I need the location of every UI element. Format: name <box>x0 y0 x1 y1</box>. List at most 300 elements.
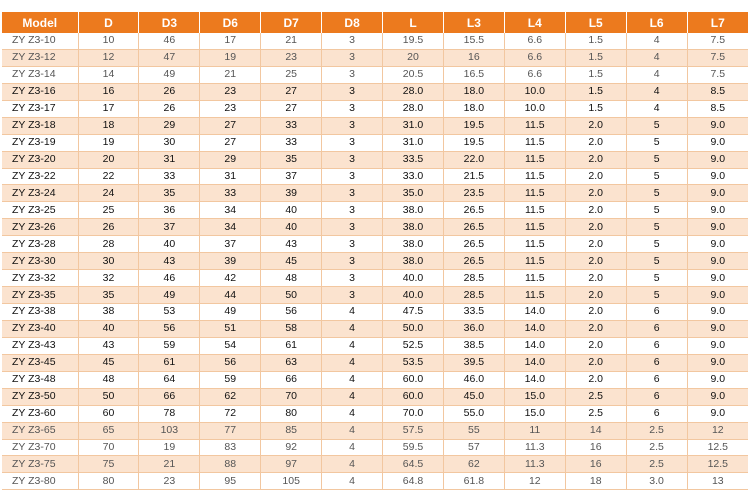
cell-d7: 48 <box>261 270 322 287</box>
cell-d6: 31 <box>200 168 261 185</box>
cell-d: 28 <box>78 236 139 253</box>
cell-d7: 92 <box>261 439 322 456</box>
table-row <box>2 66 748 83</box>
cell-d: 32 <box>78 270 139 287</box>
cell-l7: 9.0 <box>687 185 748 202</box>
cell-d7: 97 <box>261 456 322 473</box>
table-row <box>2 337 748 354</box>
cell-l7: 9.0 <box>687 219 748 236</box>
cell-d3: 56 <box>139 320 200 337</box>
cell-l3: 39.5 <box>443 354 504 371</box>
cell-l5: 2.0 <box>565 117 626 134</box>
cell-l3: 45.0 <box>443 388 504 405</box>
cell-l4: 15.0 <box>504 405 565 422</box>
cell-d3: 29 <box>139 117 200 134</box>
cell-l6: 5 <box>626 270 687 287</box>
cell-d3: 21 <box>139 456 200 473</box>
cell-d8: 3 <box>322 202 383 219</box>
cell-l5: 1.5 <box>565 33 626 49</box>
cell-d8: 3 <box>322 100 383 117</box>
cell-l5: 2.0 <box>565 219 626 236</box>
header-l4: L4 <box>504 12 565 33</box>
cell-l4: 11.5 <box>504 185 565 202</box>
cell-l4: 14.0 <box>504 337 565 354</box>
cell-d: 65 <box>78 422 139 439</box>
cell-l6: 4 <box>626 49 687 66</box>
cell-l: 20 <box>383 49 444 66</box>
cell-d6: 62 <box>200 388 261 405</box>
cell-d3: 49 <box>139 66 200 83</box>
cell-l3: 33.5 <box>443 304 504 321</box>
cell-l6: 6 <box>626 405 687 422</box>
cell-l6: 4 <box>626 83 687 100</box>
cell-d8: 3 <box>322 117 383 134</box>
table-row <box>2 83 748 100</box>
cell-d3: 36 <box>139 202 200 219</box>
cell-l3: 36.0 <box>443 320 504 337</box>
cell-l: 52.5 <box>383 337 444 354</box>
cell-l7: 13 <box>687 473 748 490</box>
cell-d7: 63 <box>261 354 322 371</box>
cell-model: ZY Z3-25 <box>2 202 78 219</box>
cell-d7: 33 <box>261 134 322 151</box>
cell-l7: 12.5 <box>687 439 748 456</box>
cell-d: 17 <box>78 100 139 117</box>
cell-d7: 27 <box>261 100 322 117</box>
cell-d6: 27 <box>200 134 261 151</box>
cell-model: ZY Z3-65 <box>2 422 78 439</box>
cell-l6: 2.5 <box>626 456 687 473</box>
cell-d7: 40 <box>261 202 322 219</box>
header-l5: L5 <box>565 12 626 33</box>
cell-l4: 11.5 <box>504 151 565 168</box>
cell-d: 48 <box>78 371 139 388</box>
cell-l: 64.8 <box>383 473 444 490</box>
cell-d3: 64 <box>139 371 200 388</box>
cell-l4: 11.3 <box>504 456 565 473</box>
cell-l4: 11.5 <box>504 236 565 253</box>
cell-l5: 14 <box>565 422 626 439</box>
cell-d: 26 <box>78 219 139 236</box>
cell-l5: 2.0 <box>565 337 626 354</box>
cell-d: 16 <box>78 83 139 100</box>
cell-model: ZY Z3-12 <box>2 49 78 66</box>
table-row <box>2 473 748 490</box>
cell-l3: 55.0 <box>443 405 504 422</box>
cell-d3: 46 <box>139 270 200 287</box>
cell-d6: 56 <box>200 354 261 371</box>
cell-model: ZY Z3-35 <box>2 287 78 304</box>
cell-l: 59.5 <box>383 439 444 456</box>
cell-d8: 4 <box>322 371 383 388</box>
table-row <box>2 439 748 456</box>
cell-d8: 3 <box>322 49 383 66</box>
cell-l3: 46.0 <box>443 371 504 388</box>
cell-d8: 4 <box>322 354 383 371</box>
cell-l4: 10.0 <box>504 100 565 117</box>
cell-l4: 6.6 <box>504 66 565 83</box>
cell-d7: 23 <box>261 49 322 66</box>
cell-model: ZY Z3-48 <box>2 371 78 388</box>
cell-d6: 29 <box>200 151 261 168</box>
cell-d: 10 <box>78 33 139 49</box>
cell-l5: 2.0 <box>565 185 626 202</box>
cell-d8: 3 <box>322 151 383 168</box>
cell-d8: 3 <box>322 236 383 253</box>
cell-l5: 2.0 <box>565 134 626 151</box>
cell-l7: 9.0 <box>687 236 748 253</box>
cell-l7: 7.5 <box>687 33 748 49</box>
cell-d7: 37 <box>261 168 322 185</box>
cell-l7: 9.0 <box>687 202 748 219</box>
cell-l5: 16 <box>565 456 626 473</box>
cell-l3: 15.5 <box>443 33 504 49</box>
cell-l5: 1.5 <box>565 49 626 66</box>
cell-l6: 5 <box>626 168 687 185</box>
cell-l7: 9.0 <box>687 337 748 354</box>
cell-l6: 5 <box>626 117 687 134</box>
cell-model: ZY Z3-10 <box>2 33 78 49</box>
cell-l6: 5 <box>626 253 687 270</box>
cell-d7: 61 <box>261 337 322 354</box>
cell-l7: 7.5 <box>687 49 748 66</box>
header-d3: D3 <box>139 12 200 33</box>
cell-l6: 3.0 <box>626 473 687 490</box>
cell-d3: 78 <box>139 405 200 422</box>
cell-l7: 8.5 <box>687 100 748 117</box>
cell-l5: 2.0 <box>565 168 626 185</box>
cell-l5: 18 <box>565 473 626 490</box>
header-row <box>2 12 748 33</box>
cell-d7: 58 <box>261 320 322 337</box>
cell-l3: 61.8 <box>443 473 504 490</box>
cell-l3: 26.5 <box>443 236 504 253</box>
cell-l7: 12 <box>687 422 748 439</box>
table-row <box>2 320 748 337</box>
cell-l: 19.5 <box>383 33 444 49</box>
cell-l5: 2.0 <box>565 354 626 371</box>
cell-d6: 34 <box>200 219 261 236</box>
cell-d3: 19 <box>139 439 200 456</box>
cell-l7: 9.0 <box>687 354 748 371</box>
cell-d8: 4 <box>322 456 383 473</box>
cell-l6: 6 <box>626 337 687 354</box>
cell-d: 18 <box>78 117 139 134</box>
cell-l6: 6 <box>626 354 687 371</box>
table-row <box>2 287 748 304</box>
header-model: Model <box>2 12 78 33</box>
cell-model: ZY Z3-24 <box>2 185 78 202</box>
table-row <box>2 100 748 117</box>
cell-l3: 18.0 <box>443 100 504 117</box>
table-row <box>2 253 748 270</box>
cell-d8: 3 <box>322 83 383 100</box>
cell-d3: 103 <box>139 422 200 439</box>
cell-d3: 66 <box>139 388 200 405</box>
table-row <box>2 185 748 202</box>
cell-model: ZY Z3-20 <box>2 151 78 168</box>
cell-l: 38.0 <box>383 202 444 219</box>
cell-l4: 14.0 <box>504 320 565 337</box>
cell-l5: 2.0 <box>565 371 626 388</box>
cell-l: 38.0 <box>383 253 444 270</box>
table-header <box>2 12 748 33</box>
cell-d6: 21 <box>200 66 261 83</box>
cell-d3: 31 <box>139 151 200 168</box>
cell-l5: 16 <box>565 439 626 456</box>
cell-model: ZY Z3-75 <box>2 456 78 473</box>
cell-model: ZY Z3-45 <box>2 354 78 371</box>
cell-l4: 11.5 <box>504 287 565 304</box>
cell-l7: 9.0 <box>687 287 748 304</box>
cell-d: 70 <box>78 439 139 456</box>
cell-d6: 83 <box>200 439 261 456</box>
cell-l: 28.0 <box>383 83 444 100</box>
cell-l: 40.0 <box>383 287 444 304</box>
cell-l5: 2.0 <box>565 304 626 321</box>
cell-d7: 105 <box>261 473 322 490</box>
cell-d8: 4 <box>322 473 383 490</box>
cell-l4: 11.5 <box>504 219 565 236</box>
cell-d3: 23 <box>139 473 200 490</box>
cell-l6: 5 <box>626 151 687 168</box>
table-row <box>2 405 748 422</box>
cell-l: 64.5 <box>383 456 444 473</box>
cell-l7: 9.0 <box>687 405 748 422</box>
cell-l6: 5 <box>626 219 687 236</box>
cell-d3: 61 <box>139 354 200 371</box>
cell-d8: 3 <box>322 168 383 185</box>
cell-d6: 17 <box>200 33 261 49</box>
cell-d7: 56 <box>261 304 322 321</box>
cell-l4: 14.0 <box>504 371 565 388</box>
cell-l: 47.5 <box>383 304 444 321</box>
cell-l6: 4 <box>626 33 687 49</box>
spec-table-container <box>2 12 748 490</box>
cell-l3: 16 <box>443 49 504 66</box>
cell-d8: 3 <box>322 219 383 236</box>
cell-d: 30 <box>78 253 139 270</box>
cell-model: ZY Z3-14 <box>2 66 78 83</box>
cell-l: 60.0 <box>383 388 444 405</box>
cell-l5: 1.5 <box>565 100 626 117</box>
cell-d8: 4 <box>322 422 383 439</box>
cell-d6: 19 <box>200 49 261 66</box>
table-row <box>2 388 748 405</box>
cell-d3: 59 <box>139 337 200 354</box>
cell-l6: 6 <box>626 388 687 405</box>
cell-l3: 19.5 <box>443 117 504 134</box>
cell-d6: 42 <box>200 270 261 287</box>
cell-l4: 6.6 <box>504 49 565 66</box>
cell-d6: 23 <box>200 100 261 117</box>
cell-l6: 2.5 <box>626 422 687 439</box>
cell-d7: 43 <box>261 236 322 253</box>
cell-l: 20.5 <box>383 66 444 83</box>
cell-d8: 3 <box>322 185 383 202</box>
cell-d8: 4 <box>322 405 383 422</box>
cell-model: ZY Z3-32 <box>2 270 78 287</box>
cell-d7: 27 <box>261 83 322 100</box>
table-row <box>2 371 748 388</box>
cell-d: 20 <box>78 151 139 168</box>
cell-d6: 44 <box>200 287 261 304</box>
cell-l: 33.5 <box>383 151 444 168</box>
cell-d6: 33 <box>200 185 261 202</box>
table-row <box>2 33 748 49</box>
cell-l7: 9.0 <box>687 151 748 168</box>
cell-d8: 4 <box>322 337 383 354</box>
cell-d6: 23 <box>200 83 261 100</box>
cell-l7: 9.0 <box>687 320 748 337</box>
cell-d6: 37 <box>200 236 261 253</box>
cell-l7: 7.5 <box>687 66 748 83</box>
cell-l: 40.0 <box>383 270 444 287</box>
cell-d: 19 <box>78 134 139 151</box>
cell-l3: 23.5 <box>443 185 504 202</box>
cell-l5: 2.5 <box>565 405 626 422</box>
header-l6: L6 <box>626 12 687 33</box>
cell-l3: 62 <box>443 456 504 473</box>
cell-d: 24 <box>78 185 139 202</box>
cell-l3: 16.5 <box>443 66 504 83</box>
cell-l6: 5 <box>626 287 687 304</box>
cell-d8: 4 <box>322 388 383 405</box>
cell-l5: 2.0 <box>565 270 626 287</box>
cell-d6: 51 <box>200 320 261 337</box>
cell-l5: 2.0 <box>565 253 626 270</box>
cell-l3: 18.0 <box>443 83 504 100</box>
cell-l3: 26.5 <box>443 253 504 270</box>
cell-d8: 4 <box>322 439 383 456</box>
cell-l4: 11.5 <box>504 253 565 270</box>
cell-l7: 8.5 <box>687 83 748 100</box>
cell-d7: 33 <box>261 117 322 134</box>
table-row <box>2 134 748 151</box>
cell-l6: 5 <box>626 202 687 219</box>
cell-d7: 39 <box>261 185 322 202</box>
cell-d6: 77 <box>200 422 261 439</box>
cell-l6: 4 <box>626 100 687 117</box>
cell-l7: 9.0 <box>687 117 748 134</box>
cell-model: ZY Z3-70 <box>2 439 78 456</box>
cell-l5: 1.5 <box>565 83 626 100</box>
cell-l6: 5 <box>626 134 687 151</box>
cell-l7: 12.5 <box>687 456 748 473</box>
cell-l6: 4 <box>626 66 687 83</box>
cell-model: ZY Z3-16 <box>2 83 78 100</box>
cell-d7: 66 <box>261 371 322 388</box>
cell-l7: 9.0 <box>687 168 748 185</box>
cell-d: 22 <box>78 168 139 185</box>
cell-d: 75 <box>78 456 139 473</box>
cell-d: 43 <box>78 337 139 354</box>
cell-d6: 95 <box>200 473 261 490</box>
cell-l4: 10.0 <box>504 83 565 100</box>
cell-l3: 26.5 <box>443 219 504 236</box>
cell-l: 35.0 <box>383 185 444 202</box>
cell-l: 28.0 <box>383 100 444 117</box>
table-body <box>2 33 748 490</box>
cell-l4: 11.5 <box>504 168 565 185</box>
cell-d3: 43 <box>139 253 200 270</box>
cell-l: 70.0 <box>383 405 444 422</box>
cell-l4: 14.0 <box>504 354 565 371</box>
cell-d7: 40 <box>261 219 322 236</box>
table-row <box>2 117 748 134</box>
cell-l5: 2.0 <box>565 236 626 253</box>
table-row <box>2 168 748 185</box>
cell-l: 38.0 <box>383 236 444 253</box>
cell-d6: 49 <box>200 304 261 321</box>
header-d: D <box>78 12 139 33</box>
cell-d7: 50 <box>261 287 322 304</box>
cell-l3: 57 <box>443 439 504 456</box>
cell-d8: 3 <box>322 66 383 83</box>
cell-l5: 1.5 <box>565 66 626 83</box>
cell-l: 33.0 <box>383 168 444 185</box>
cell-l4: 11 <box>504 422 565 439</box>
cell-l7: 9.0 <box>687 388 748 405</box>
cell-l5: 2.0 <box>565 287 626 304</box>
cell-l: 38.0 <box>383 219 444 236</box>
cell-d6: 39 <box>200 253 261 270</box>
cell-l5: 2.0 <box>565 320 626 337</box>
cell-l3: 55 <box>443 422 504 439</box>
cell-d3: 40 <box>139 236 200 253</box>
header-d8: D8 <box>322 12 383 33</box>
cell-l4: 11.3 <box>504 439 565 456</box>
table-row <box>2 219 748 236</box>
cell-d3: 35 <box>139 185 200 202</box>
cell-d3: 30 <box>139 134 200 151</box>
cell-model: ZY Z3-38 <box>2 304 78 321</box>
cell-l4: 12 <box>504 473 565 490</box>
cell-l4: 11.5 <box>504 202 565 219</box>
cell-model: ZY Z3-50 <box>2 388 78 405</box>
cell-l7: 9.0 <box>687 371 748 388</box>
cell-d6: 54 <box>200 337 261 354</box>
cell-d8: 3 <box>322 33 383 49</box>
cell-d3: 46 <box>139 33 200 49</box>
cell-l4: 14.0 <box>504 304 565 321</box>
cell-l3: 21.5 <box>443 168 504 185</box>
cell-d7: 70 <box>261 388 322 405</box>
table-row <box>2 151 748 168</box>
cell-l3: 28.5 <box>443 270 504 287</box>
table-row <box>2 236 748 253</box>
header-l3: L3 <box>443 12 504 33</box>
cell-l7: 9.0 <box>687 304 748 321</box>
cell-l7: 9.0 <box>687 134 748 151</box>
cell-l5: 2.5 <box>565 388 626 405</box>
cell-d3: 26 <box>139 83 200 100</box>
table-row <box>2 354 748 371</box>
cell-l6: 5 <box>626 236 687 253</box>
cell-l: 60.0 <box>383 371 444 388</box>
cell-l3: 19.5 <box>443 134 504 151</box>
table-row <box>2 270 748 287</box>
cell-l6: 5 <box>626 185 687 202</box>
cell-l3: 26.5 <box>443 202 504 219</box>
cell-model: ZY Z3-30 <box>2 253 78 270</box>
table-row <box>2 456 748 473</box>
cell-d6: 27 <box>200 117 261 134</box>
cell-l3: 38.5 <box>443 337 504 354</box>
cell-model: ZY Z3-40 <box>2 320 78 337</box>
cell-model: ZY Z3-80 <box>2 473 78 490</box>
cell-l7: 9.0 <box>687 270 748 287</box>
